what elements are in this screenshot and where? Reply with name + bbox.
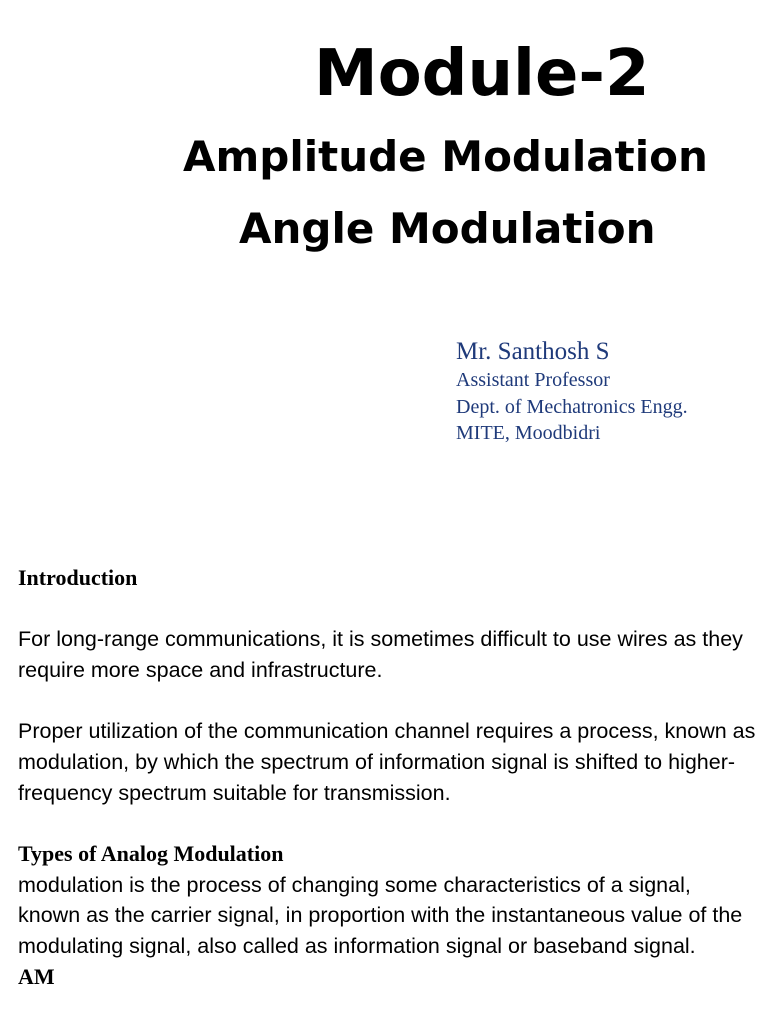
- module-title: Module-2: [314, 37, 650, 111]
- spacer: [18, 686, 758, 717]
- author-designation: Assistant Professor: [456, 369, 610, 391]
- introduction-heading: Introduction: [18, 565, 138, 590]
- subtitle-amplitude-modulation: Amplitude Modulation: [183, 132, 708, 181]
- author-department: Dept. of Mechatronics Engg.: [456, 395, 688, 418]
- intro-paragraph-1: For long-range communications, it is sometimes difficult to use wires as they require more space and infrastructure.: [18, 627, 743, 682]
- author-institution: MITE, Moodbidri: [456, 422, 601, 444]
- am-heading: AM: [18, 963, 55, 989]
- document-body: [18, 563, 758, 992]
- types-heading: Types of Analog Modulation: [18, 841, 284, 867]
- author-block: [456, 337, 688, 447]
- intro-paragraph-2: Proper utilization of the communication channel requires a process, known as modulation, by which the spectrum of information signal is shifted to higher-frequency spectrum suitable for transmission.: [18, 719, 756, 805]
- subtitle-angle-modulation: Angle Modulation: [239, 204, 656, 253]
- spacer: [18, 594, 758, 625]
- author-name: Mr. Santhosh S: [456, 338, 610, 365]
- spacer: [18, 808, 758, 839]
- types-paragraph: modulation is the process of changing some characteristics of a signal, known as the carrier signal, in proportion with the instantaneous value of the modulating signal, also called as information signal or baseband signal.: [18, 872, 743, 958]
